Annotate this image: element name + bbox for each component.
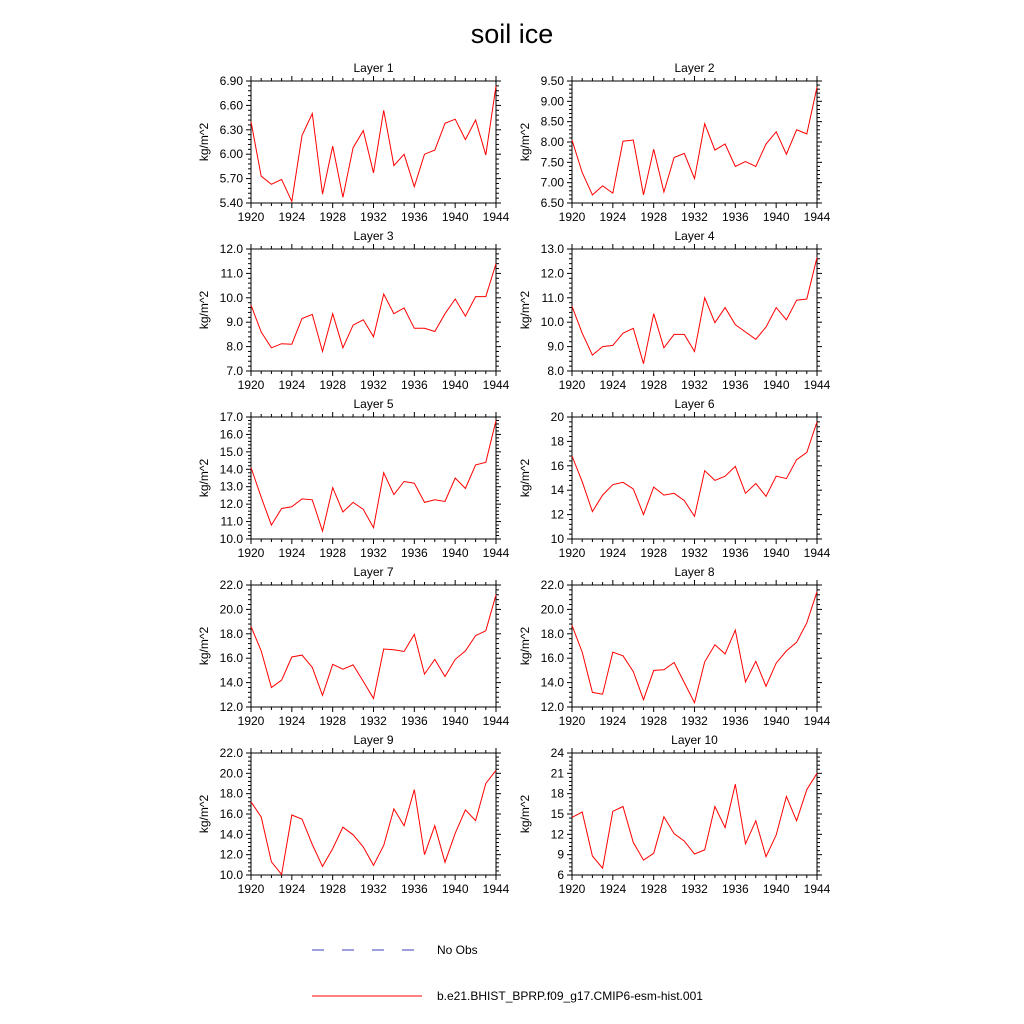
x-tick-label: 1928 (319, 210, 347, 224)
panel-title: Layer 4 (674, 229, 715, 243)
y-tick-label: 12 (550, 507, 564, 522)
y-tick-label: 12.0 (219, 700, 243, 714)
y-tick-label: 11.0 (220, 266, 243, 281)
y-tick-label: 24 (550, 746, 564, 760)
y-tick-label: 14.0 (540, 675, 564, 690)
x-tick-label: 1928 (640, 378, 668, 392)
x-tick-label: 1924 (599, 882, 627, 896)
plot-frame (251, 585, 496, 707)
x-tick-label: 1936 (400, 882, 428, 896)
y-tick-label: 14 (550, 483, 564, 498)
y-tick-label: 9.0 (226, 315, 243, 330)
x-tick-label: 1920 (237, 210, 265, 224)
y-tick-label: 20 (550, 410, 564, 424)
x-tick-label: 1932 (681, 882, 708, 896)
series-line (572, 422, 817, 517)
panel-layer-3 (197, 229, 510, 392)
panel-layer-1 (197, 61, 510, 224)
x-tick-label: 1932 (360, 882, 387, 896)
y-tick-label: 13.0 (540, 242, 564, 256)
plot-frame (572, 753, 817, 875)
plot-frame (572, 417, 817, 539)
y-tick-label: 11.0 (220, 514, 243, 529)
x-tick-label: 1924 (599, 714, 627, 728)
y-tick-label: 9.50 (540, 74, 564, 88)
y-tick-label: 14.0 (219, 462, 243, 477)
x-tick-label: 1928 (319, 378, 347, 392)
y-tick-label: 20.0 (219, 602, 243, 617)
y-axis-label: kg/m^2 (197, 626, 211, 666)
plot-frame (572, 585, 817, 707)
y-tick-label: 15.0 (219, 444, 243, 459)
x-tick-label: 1928 (319, 882, 347, 896)
y-tick-label: 9.00 (540, 94, 564, 109)
y-tick-label: 22.0 (219, 578, 243, 592)
series-line (251, 421, 496, 532)
y-tick-label: 5.70 (219, 171, 243, 186)
y-tick-label: 8.00 (540, 135, 564, 149)
y-tick-label: 12.0 (219, 497, 243, 512)
y-tick-label: 5.40 (219, 196, 243, 210)
y-tick-label: 6 (557, 868, 564, 882)
y-tick-label: 7.00 (540, 175, 564, 190)
panel-title: Layer 1 (353, 61, 394, 75)
x-tick-label: 1940 (441, 714, 469, 728)
y-tick-label: 12.0 (540, 700, 564, 714)
x-tick-label: 1924 (278, 378, 306, 392)
x-tick-label: 1936 (721, 882, 749, 896)
x-tick-label: 1940 (441, 378, 469, 392)
y-tick-label: 10.0 (219, 290, 243, 305)
plot-frame (251, 417, 496, 539)
y-axis-label: kg/m^2 (197, 122, 211, 162)
y-tick-label: 17.0 (219, 410, 243, 424)
series-line (251, 86, 496, 201)
x-tick-label: 1940 (441, 546, 469, 560)
x-tick-label: 1920 (558, 378, 586, 392)
y-tick-label: 18.0 (540, 626, 564, 641)
y-tick-label: 12.0 (219, 847, 243, 862)
x-tick-label: 1932 (681, 378, 708, 392)
panel-layer-10 (518, 733, 831, 896)
x-tick-label: 1924 (278, 882, 306, 896)
y-axis-label: kg/m^2 (518, 626, 532, 666)
x-tick-label: 1944 (482, 882, 510, 896)
panel-layer-5 (197, 397, 510, 560)
x-tick-label: 1928 (640, 714, 668, 728)
series-line (572, 773, 817, 868)
y-tick-label: 18 (550, 434, 564, 449)
panel-title: Layer 9 (353, 733, 394, 747)
series-line (572, 592, 817, 703)
panel-layer-4 (518, 229, 831, 392)
y-tick-label: 10 (550, 532, 564, 546)
x-tick-label: 1936 (400, 714, 428, 728)
panel-title: Layer 3 (353, 229, 394, 243)
y-tick-label: 6.60 (219, 98, 243, 113)
y-tick-label: 9 (557, 847, 564, 862)
x-tick-label: 1920 (558, 210, 586, 224)
y-tick-label: 6.00 (219, 147, 243, 162)
plot-frame (251, 249, 496, 371)
series-line (572, 258, 817, 364)
plot-frame (251, 753, 496, 875)
y-tick-label: 14.0 (219, 827, 243, 842)
x-tick-label: 1944 (803, 546, 831, 560)
y-tick-label: 9.0 (547, 339, 564, 354)
x-tick-label: 1940 (762, 210, 790, 224)
x-tick-label: 1920 (558, 714, 586, 728)
panel-title: Layer 8 (674, 565, 715, 579)
series-line (251, 264, 496, 352)
x-tick-label: 1924 (599, 210, 627, 224)
panels-grid (197, 61, 831, 896)
panel-layer-2 (518, 61, 831, 224)
plot-frame (572, 249, 817, 371)
x-tick-label: 1928 (319, 714, 347, 728)
x-tick-label: 1940 (762, 378, 790, 392)
legend-label-no-obs: No Obs (437, 943, 478, 957)
y-axis-label: kg/m^2 (518, 122, 532, 162)
x-tick-label: 1924 (278, 210, 306, 224)
y-tick-label: 16 (550, 458, 564, 473)
y-tick-label: 16.0 (219, 807, 243, 821)
y-tick-label: 21 (550, 766, 564, 781)
x-tick-label: 1932 (360, 546, 387, 560)
x-tick-label: 1944 (803, 882, 831, 896)
y-tick-label: 12.0 (540, 266, 564, 281)
y-tick-label: 18.0 (219, 786, 243, 801)
panel-title: Layer 6 (674, 397, 715, 411)
plot-frame (251, 81, 496, 203)
y-tick-label: 15 (550, 807, 564, 821)
x-tick-label: 1924 (599, 546, 627, 560)
panel-layer-7 (197, 565, 510, 728)
y-tick-label: 22.0 (219, 746, 243, 760)
y-tick-label: 11.0 (541, 290, 564, 305)
y-tick-label: 6.90 (219, 74, 243, 88)
x-tick-label: 1944 (482, 546, 510, 560)
legend (312, 943, 703, 1003)
x-tick-label: 1936 (721, 714, 749, 728)
x-tick-label: 1940 (762, 546, 790, 560)
y-tick-label: 7.50 (540, 155, 564, 170)
y-tick-label: 16.0 (540, 651, 564, 666)
x-tick-label: 1928 (640, 546, 668, 560)
x-tick-label: 1924 (278, 714, 306, 728)
legend-label-model-run: b.e21.BHIST_BPRP.f09_g17.CMIP6-esm-hist.001 (437, 989, 703, 1003)
y-tick-label: 6.30 (219, 122, 243, 137)
panel-title: Layer 2 (674, 61, 715, 75)
y-tick-label: 16.0 (219, 651, 243, 666)
y-tick-label: 10.0 (219, 532, 243, 546)
y-tick-label: 8.0 (547, 364, 564, 378)
x-tick-label: 1932 (681, 210, 708, 224)
y-tick-label: 6.50 (540, 196, 564, 210)
x-tick-label: 1920 (558, 546, 586, 560)
x-tick-label: 1932 (681, 546, 708, 560)
x-tick-label: 1944 (482, 378, 510, 392)
y-tick-label: 14.0 (219, 675, 243, 690)
y-tick-label: 8.0 (226, 339, 243, 354)
x-tick-label: 1936 (400, 210, 428, 224)
panel-title: Layer 7 (353, 565, 394, 579)
y-tick-label: 10.0 (219, 868, 243, 882)
y-axis-label: kg/m^2 (518, 290, 532, 330)
y-axis-label: kg/m^2 (197, 794, 211, 834)
x-tick-label: 1936 (400, 546, 428, 560)
x-tick-label: 1932 (360, 378, 387, 392)
plot-frame (572, 81, 817, 203)
x-tick-label: 1928 (640, 210, 668, 224)
y-tick-label: 10.0 (540, 315, 564, 330)
panel-title: Layer 10 (671, 733, 718, 747)
x-tick-label: 1932 (681, 714, 708, 728)
panel-layer-6 (518, 397, 831, 560)
panel-layer-9 (197, 733, 510, 896)
y-tick-label: 18.0 (219, 626, 243, 641)
y-axis-label: kg/m^2 (197, 458, 211, 498)
y-tick-label: 12.0 (219, 242, 243, 256)
x-tick-label: 1924 (599, 378, 627, 392)
panel-title: Layer 5 (353, 397, 394, 411)
x-tick-label: 1936 (400, 378, 428, 392)
x-tick-label: 1920 (237, 378, 265, 392)
y-tick-label: 18 (550, 786, 564, 801)
x-tick-label: 1936 (721, 546, 749, 560)
y-tick-label: 7.0 (226, 364, 243, 378)
x-tick-label: 1920 (237, 714, 265, 728)
x-tick-label: 1944 (803, 714, 831, 728)
x-tick-label: 1928 (640, 882, 668, 896)
y-tick-label: 20.0 (540, 602, 564, 617)
x-tick-label: 1936 (721, 378, 749, 392)
x-tick-label: 1944 (803, 378, 831, 392)
y-axis-label: kg/m^2 (518, 794, 532, 834)
y-tick-label: 8.50 (540, 114, 564, 129)
y-tick-label: 16.0 (219, 427, 243, 442)
y-tick-label: 22.0 (540, 578, 564, 592)
x-tick-label: 1944 (482, 210, 510, 224)
x-tick-label: 1928 (319, 546, 347, 560)
y-tick-label: 13.0 (219, 479, 243, 494)
y-axis-label: kg/m^2 (518, 458, 532, 498)
x-tick-label: 1920 (237, 546, 265, 560)
x-tick-label: 1940 (762, 882, 790, 896)
panel-layer-8 (518, 565, 831, 728)
figure-title: soil ice (470, 19, 554, 49)
y-axis-label: kg/m^2 (197, 290, 211, 330)
series-line (572, 87, 817, 195)
x-tick-label: 1944 (482, 714, 510, 728)
x-tick-label: 1940 (441, 882, 469, 896)
x-tick-label: 1936 (721, 210, 749, 224)
series-line (251, 595, 496, 699)
x-tick-label: 1924 (278, 546, 306, 560)
y-tick-label: 20.0 (219, 766, 243, 781)
y-tick-label: 12 (550, 827, 564, 842)
x-tick-label: 1940 (762, 714, 790, 728)
x-tick-label: 1920 (237, 882, 265, 896)
x-tick-label: 1932 (360, 210, 387, 224)
series-line (251, 770, 496, 874)
x-tick-label: 1932 (360, 714, 387, 728)
x-tick-label: 1940 (441, 210, 469, 224)
x-tick-label: 1920 (558, 882, 586, 896)
x-tick-label: 1944 (803, 210, 831, 224)
